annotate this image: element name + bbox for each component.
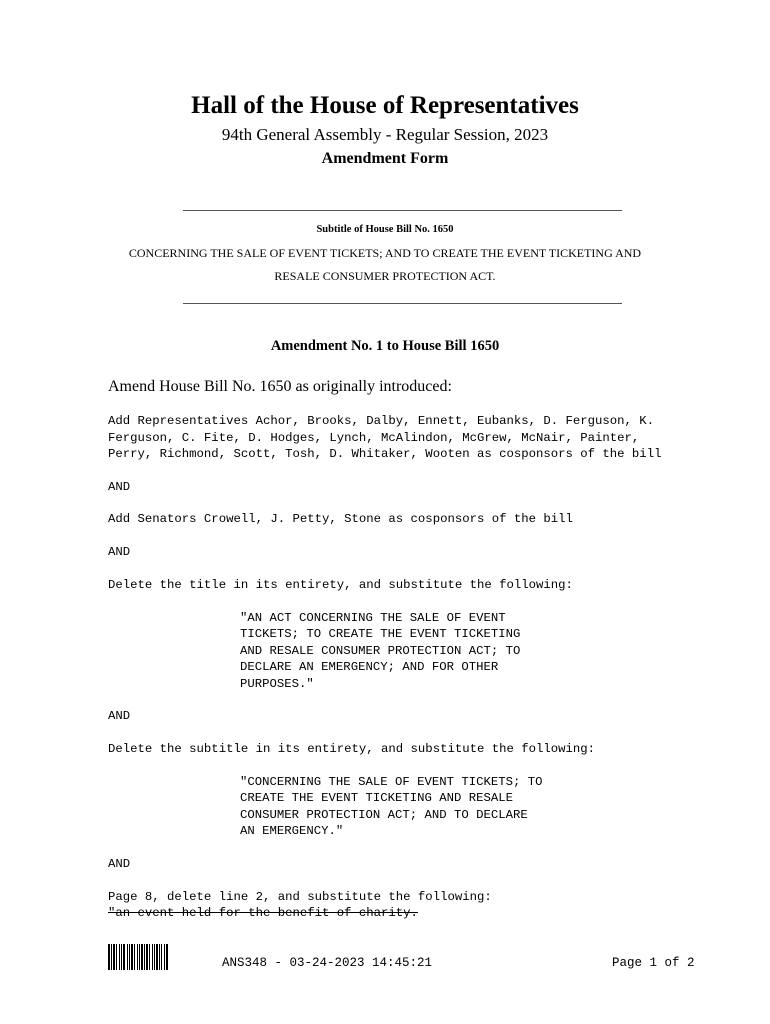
struck-text: "an event held for the benefit of charity. [108, 906, 418, 920]
house-cosponsors-line: Perry, Richmond, Scott, Tosh, D. Whitaker, Wooten as cosponsors of the bill [108, 447, 662, 461]
title-text-line: DECLARE AN EMERGENCY; AND FOR OTHER [240, 660, 499, 674]
title-instruction: Delete the title in its entirety, and substitute the following: [108, 578, 573, 592]
page-indicator: Page 1 of 2 [612, 956, 695, 970]
subtitle-replacement-line: AN EMERGENCY." [240, 824, 344, 838]
title-text-line: AND RESALE CONSUMER PROTECTION ACT; TO [240, 644, 521, 658]
subtitle-heading: Subtitle of House Bill No. 1650 [316, 224, 454, 235]
subtitle-text-line: RESALE CONSUMER PROTECTION ACT. [274, 269, 496, 283]
amendment-heading: Amendment No. 1 to House Bill 1650 [270, 338, 500, 354]
title-text-line: PURPOSES." [240, 677, 314, 691]
and-separator: AND [108, 480, 131, 494]
barcode [108, 944, 200, 970]
subtitle-replacement-line: "CONCERNING THE SALE OF EVENT TICKETS; TO [240, 775, 543, 789]
senate-cosponsors-line: Add Senators Crowell, J. Petty, Stone as cosponsors of the bill [108, 512, 573, 526]
amendment-intro: Amend House Bill No. 1650 as originally introduced: [108, 378, 452, 395]
house-cosponsors-line: Ferguson, C. Fite, D. Hodges, Lynch, McAlindon, McGrew, McNair, Painter, [108, 431, 640, 445]
subtitle-text-line: CONCERNING THE SALE OF EVENT TICKETS; AND TO CREATE THE EVENT TICKETING AND [128, 246, 642, 260]
divider-bottom [183, 303, 622, 304]
divider-top [183, 210, 622, 211]
page8-instruction: Page 8, delete line 2, and substitute the following: [108, 890, 492, 904]
barcode-bar [168, 944, 169, 970]
subtitle-replacement-line: CONSUMER PROTECTION ACT; AND TO DECLARE [240, 808, 528, 822]
form-label: Amendment Form [321, 150, 449, 167]
document-id-timestamp: ANS348 - 03-24-2023 14:45:21 [222, 956, 433, 970]
and-separator: AND [108, 709, 131, 723]
house-cosponsors-line: Add Representatives Achor, Brooks, Dalby, Ennett, Eubanks, D. Ferguson, K. [108, 414, 655, 428]
subtitle-instruction: Delete the subtitle in its entirety, and substitute the following: [108, 742, 596, 756]
document-title: Hall of the House of Representatives [191, 92, 579, 119]
and-separator: AND [108, 857, 131, 871]
title-text-line: "AN ACT CONCERNING THE SALE OF EVENT [240, 611, 506, 625]
session-line: 94th General Assembly - Regular Session, 2023 [221, 125, 549, 144]
title-text-line: TICKETS; TO CREATE THE EVENT TICKETING [240, 627, 521, 641]
subtitle-replacement-line: CREATE THE EVENT TICKETING AND RESALE [240, 791, 514, 805]
and-separator: AND [108, 545, 131, 559]
